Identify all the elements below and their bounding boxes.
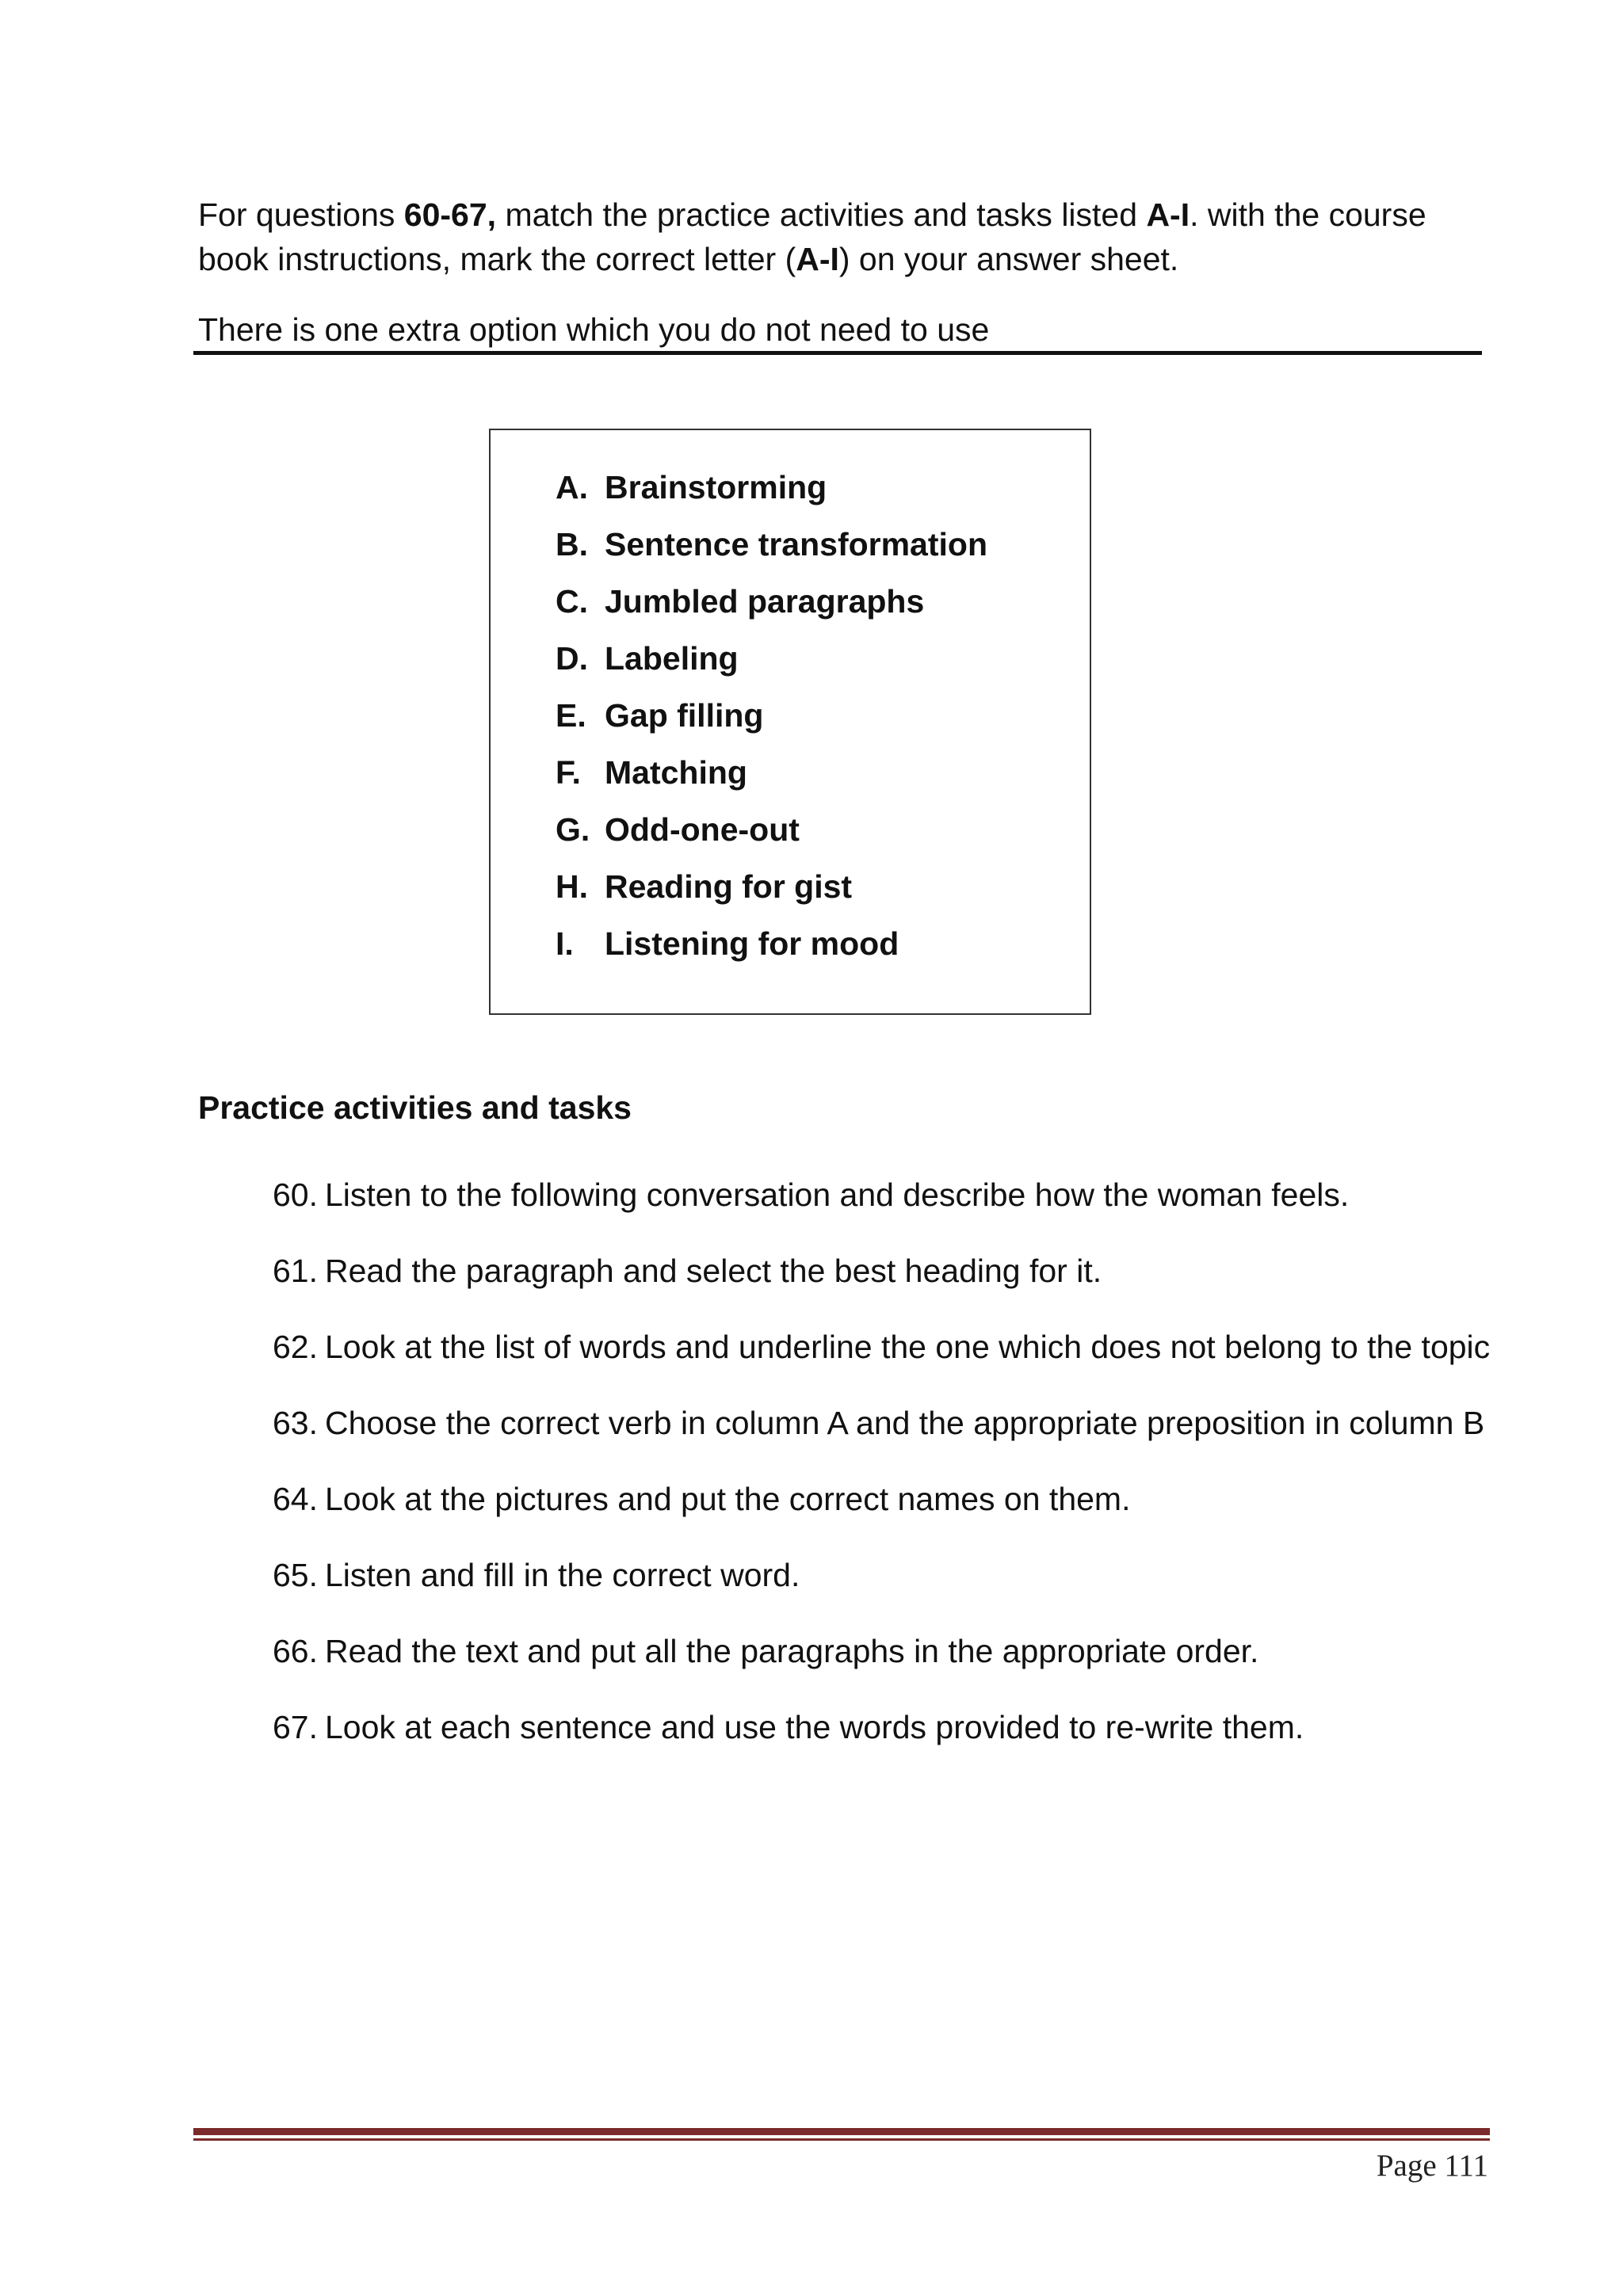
task-number: 64. (273, 1481, 318, 1517)
task-text: Look at the list of words and underline the one which does not belong to the topic (325, 1329, 1491, 1365)
task-text: Read the text and put all the paragraphs in the appropriate order. (325, 1633, 1259, 1669)
footer-rule-thin (193, 2138, 1490, 2141)
option-letter: F. (556, 754, 581, 791)
option-item (556, 573, 987, 630)
task-item (273, 1233, 1509, 1309)
question-range: 60-67, (403, 196, 497, 233)
task-number: 62. (273, 1329, 318, 1365)
task-number: 61. (273, 1253, 318, 1289)
option-letter: H. (556, 868, 588, 905)
task-number: 63. (273, 1405, 318, 1441)
instructions-text-4: ) on your answer sheet. (838, 241, 1179, 277)
task-item (273, 1613, 1509, 1689)
option-item (556, 858, 987, 915)
letter-range-1: A-I (1146, 196, 1190, 233)
task-text: Listen and fill in the correct word. (325, 1557, 800, 1593)
task-number: 65. (273, 1557, 318, 1593)
extra-option-note: There is one extra option which you do not need to use (198, 311, 990, 348)
option-item (556, 687, 987, 744)
letter-range-2: A-I (796, 241, 839, 277)
task-item (273, 1461, 1509, 1537)
footer-rule-thick (193, 2128, 1490, 2135)
instructions-text-2: match the practice activities and tasks listed (496, 196, 1147, 233)
option-label: Jumbled paragraphs (605, 583, 925, 620)
options-box (489, 429, 1091, 1015)
instructions-text-3: . with the course book instructions, mark the correct letter ( (198, 196, 1426, 277)
option-item (556, 915, 987, 972)
task-item (273, 1689, 1509, 1765)
option-item (556, 516, 987, 573)
options-list (556, 459, 987, 972)
option-label: Sentence transformation (605, 526, 987, 563)
task-number: 66. (273, 1633, 318, 1669)
task-text: Look at the pictures and put the correct names on them. (325, 1481, 1131, 1517)
option-label: Listening for mood (605, 925, 899, 962)
page-number: Page 111 (1376, 2149, 1488, 2183)
task-text: Choose the correct verb in column A and the appropriate preposition in column B (325, 1405, 1485, 1441)
option-letter: I. (556, 925, 574, 962)
section-title: Practice activities and tasks (198, 1089, 632, 1126)
task-number: 67. (273, 1709, 318, 1745)
option-letter: D. (556, 640, 588, 677)
option-label: Odd-one-out (605, 811, 800, 848)
instructions-text-1: For questions (198, 196, 404, 233)
tasks-list (273, 1157, 1509, 1765)
option-letter: E. (556, 697, 586, 734)
task-text: Look at each sentence and use the words provided to re-write them. (325, 1709, 1304, 1745)
option-letter: C. (556, 583, 588, 620)
task-text: Listen to the following conversation and describe how the woman feels. (325, 1177, 1350, 1213)
task-item (273, 1157, 1509, 1233)
task-item (273, 1537, 1509, 1613)
option-letter: G. (556, 811, 590, 848)
task-text: Read the paragraph and select the best heading for it. (325, 1253, 1102, 1289)
task-item (273, 1309, 1509, 1385)
option-label: Labeling (605, 640, 739, 677)
option-item (556, 744, 987, 801)
task-item (273, 1385, 1509, 1461)
option-letter: A. (556, 469, 588, 505)
option-item (556, 459, 987, 516)
option-label: Matching (605, 754, 747, 791)
option-item (556, 630, 987, 687)
option-item (556, 801, 987, 858)
option-label: Brainstorming (605, 469, 827, 505)
option-label: Reading for gist (605, 868, 853, 905)
option-letter: B. (556, 526, 588, 563)
instructions-paragraph (198, 193, 1498, 281)
task-number: 60. (273, 1177, 318, 1213)
option-label: Gap filling (605, 697, 764, 734)
section-divider (193, 351, 1482, 355)
